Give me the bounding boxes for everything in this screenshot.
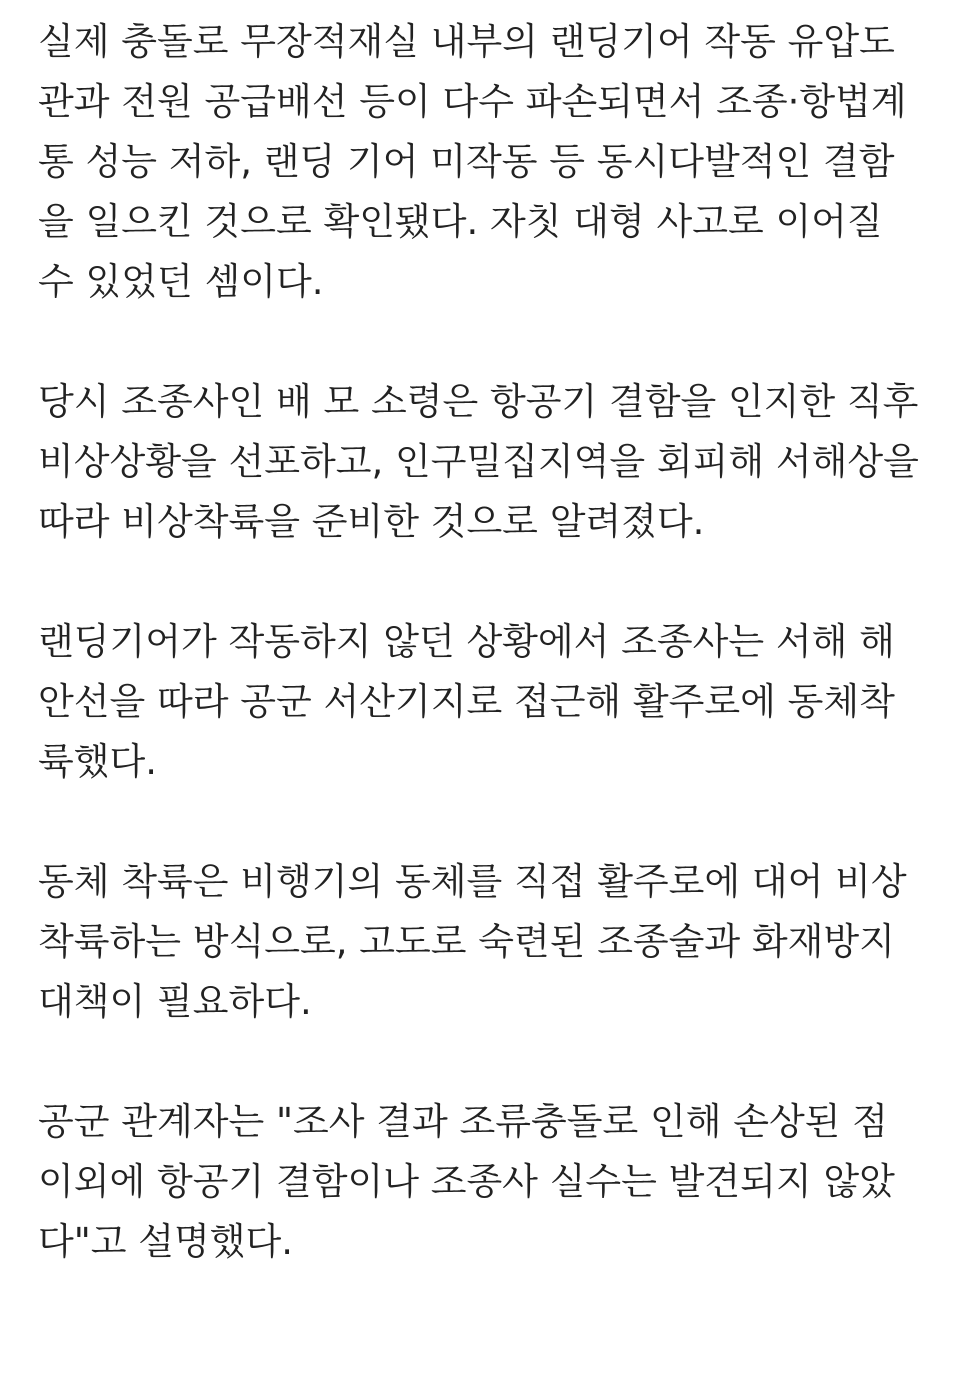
text-line: 당시 조종사인 배 모 소령은 항공기 결함을 인지한 직후 [38,380,919,423]
text-line: 수 있었던 셈이다. [38,260,324,303]
text-line: 안선을 따라 공군 서산기지로 접근해 활주로에 동체착 [38,680,895,723]
text-line: 을 일으킨 것으로 확인됐다. 자칫 대형 사고로 이어질 [38,200,883,243]
paragraph-2 [38,372,948,552]
text-line: 착륙하는 방식으로, 고도로 숙련된 조종술과 화재방지 [38,920,895,963]
paragraph-5 [38,1092,948,1272]
text-line: 통 성능 저하, 랜딩 기어 미작동 등 동시다발적인 결함 [38,140,895,183]
paragraph-1 [38,12,948,312]
text-line: 랜딩기어가 작동하지 않던 상황에서 조종사는 서해 해 [38,620,895,663]
text-line: 이외에 항공기 결함이나 조종사 실수는 발견되지 않았 [38,1160,895,1203]
paragraph-3 [38,612,948,792]
text-line: 륙했다. [38,740,157,783]
text-line: 관과 전원 공급배선 등이 다수 파손되면서 조종·항법계 [38,80,907,123]
text-line: 다"고 설명했다. [38,1220,293,1263]
text-line: 공군 관계자는 "조사 결과 조류충돌로 인해 손상된 점 [38,1100,888,1143]
text-line: 따라 비상착륙을 준비한 것으로 알려졌다. [38,500,705,543]
text-line: 동체 착륙은 비행기의 동체를 직접 활주로에 대어 비상 [38,860,907,903]
text-line: 대책이 필요하다. [38,980,312,1023]
text-line: 비상상황을 선포하고, 인구밀집지역을 회피해 서해상을 [38,440,919,483]
text-line: 실제 충돌로 무장적재실 내부의 랜딩기어 작동 유압도 [38,20,895,63]
paragraph-4 [38,852,948,1032]
